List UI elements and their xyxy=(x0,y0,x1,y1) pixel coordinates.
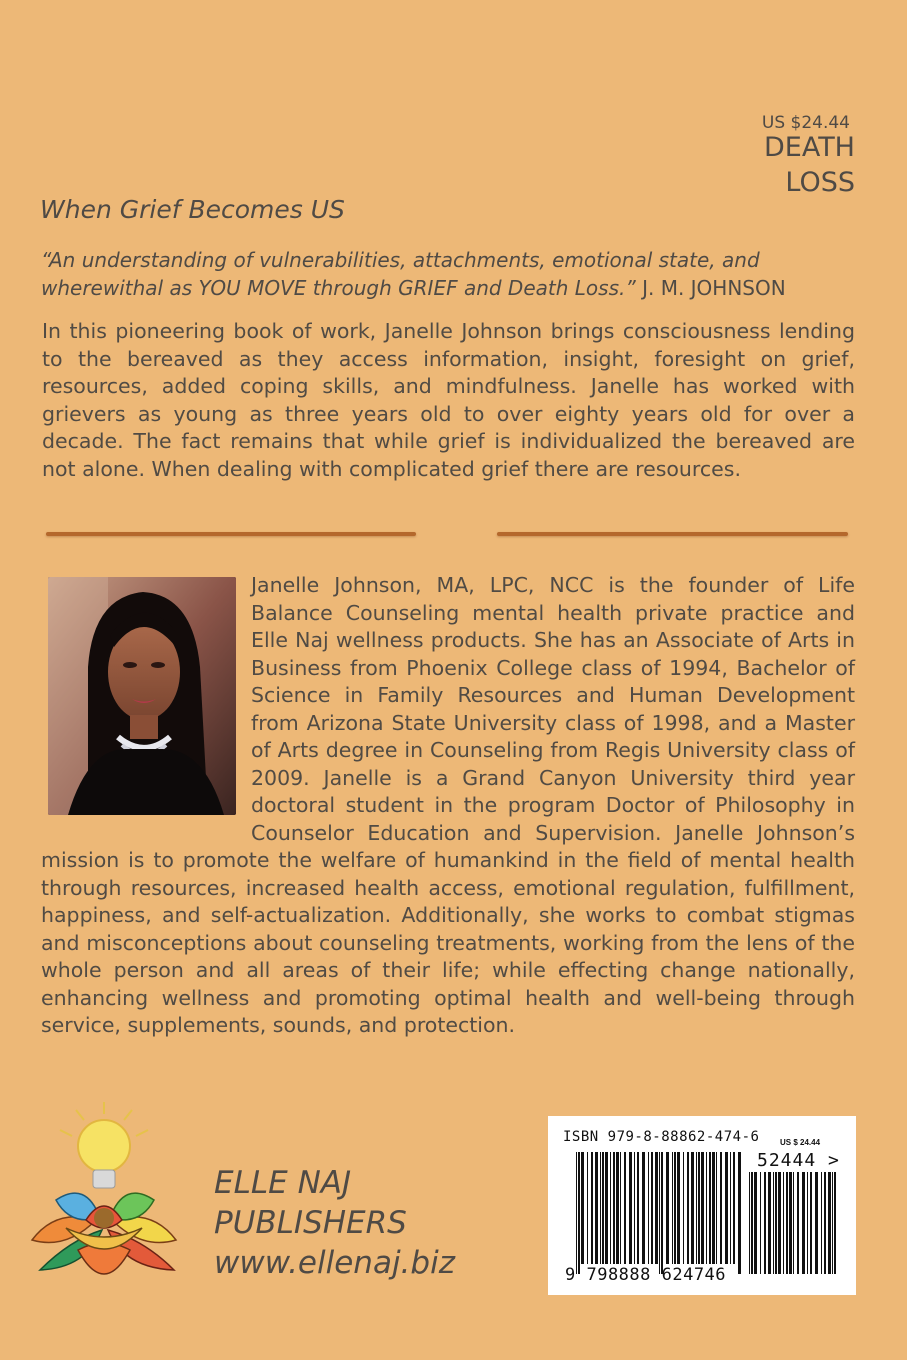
barcode-bar xyxy=(659,1152,660,1274)
ean-barcode xyxy=(576,1152,744,1274)
barcode-bar xyxy=(775,1172,777,1274)
barcode-bar xyxy=(712,1152,715,1264)
barcode-bar xyxy=(616,1152,619,1264)
barcode-bar xyxy=(674,1152,676,1264)
barcode-bar xyxy=(834,1172,836,1274)
category-label xyxy=(764,130,855,200)
barcode-bar xyxy=(720,1152,722,1264)
barcode-bar xyxy=(832,1172,833,1274)
barcode-bar xyxy=(691,1152,694,1264)
barcode-bar xyxy=(581,1152,584,1264)
divider-right xyxy=(497,532,848,536)
author-photo xyxy=(48,577,236,815)
barcode-bar xyxy=(610,1152,611,1264)
publisher-url: www.ellenaj.biz xyxy=(214,1245,455,1281)
ean-number: 9 798888 624746 xyxy=(565,1265,727,1285)
price-label: US $24.44 xyxy=(761,113,850,133)
barcode-bar xyxy=(709,1152,711,1264)
category-line-1: DEATH xyxy=(763,132,855,163)
barcode-bar xyxy=(683,1152,684,1264)
publisher-block xyxy=(214,1163,455,1283)
barcode-bar xyxy=(661,1152,663,1274)
barcode-bar xyxy=(672,1152,673,1264)
barcode-bar xyxy=(821,1172,822,1274)
barcode-bar xyxy=(706,1152,707,1264)
lightbulb-lotus-logo xyxy=(26,1100,194,1300)
barcode-bar xyxy=(733,1152,735,1264)
barcode-bar xyxy=(624,1152,626,1264)
barcode-bar xyxy=(595,1152,598,1264)
barcode-bar xyxy=(793,1172,794,1274)
barcode-bar xyxy=(666,1152,669,1264)
barcode-bar xyxy=(701,1152,704,1264)
barcode-bar xyxy=(815,1172,818,1274)
publisher-name-line-2: PUBLISHERS xyxy=(214,1205,407,1241)
barcode-price: US $ 24.44 xyxy=(780,1138,821,1147)
barcode-bar xyxy=(637,1152,639,1264)
barcode-bar xyxy=(634,1152,635,1264)
barcode-bar xyxy=(620,1152,621,1264)
category-line-2: LOSS xyxy=(785,167,855,198)
barcode-bar xyxy=(807,1172,808,1274)
quote-text: “An understanding of vulnerabilities, attachments, emotional state, and wherewithal as YOU MOVE through GRIEF and Death Loss.” xyxy=(41,248,760,300)
barcode-bar xyxy=(591,1152,593,1264)
barcode-bar xyxy=(824,1172,826,1274)
barcode-bar xyxy=(768,1172,771,1274)
barcode-bar xyxy=(677,1152,680,1264)
barcode-bar xyxy=(687,1152,689,1264)
barcode-bar xyxy=(587,1152,588,1264)
barcode-bar xyxy=(648,1152,649,1264)
barcode-bar xyxy=(651,1152,653,1264)
barcode-bar xyxy=(764,1172,766,1274)
barcode-bar xyxy=(698,1152,700,1264)
barcode-bar xyxy=(738,1152,741,1274)
publisher-name-line-1: ELLE NAJ xyxy=(214,1165,352,1201)
barcode-bar xyxy=(642,1152,645,1264)
barcode-bar xyxy=(578,1152,580,1274)
book-tagline: When Grief Becomes US xyxy=(40,195,345,224)
barcode-bar xyxy=(751,1172,753,1274)
barcode-bar xyxy=(716,1152,717,1264)
barcode-bar xyxy=(629,1152,632,1264)
barcode-bar xyxy=(730,1152,731,1264)
divider-left xyxy=(46,532,416,536)
barcode-bar xyxy=(802,1172,805,1274)
barcode-bar xyxy=(600,1152,601,1264)
barcode-bar xyxy=(602,1152,604,1264)
barcode-bar xyxy=(613,1152,615,1264)
barcode-bar xyxy=(749,1172,750,1274)
barcode-bar xyxy=(576,1152,577,1274)
author-bio-section xyxy=(41,572,855,1040)
barcode-bar xyxy=(786,1172,788,1274)
barcode-bar xyxy=(783,1172,784,1274)
barcode-bar xyxy=(828,1172,831,1274)
pull-quote xyxy=(41,246,855,302)
barcode-bar xyxy=(797,1172,799,1274)
barcode-addon-number: 52444 > xyxy=(757,1150,840,1171)
isbn-number: ISBN 979-8-88862-474-6 xyxy=(563,1129,760,1145)
addon-barcode xyxy=(749,1172,841,1284)
book-blurb: In this pioneering book of work, Janelle Johnson brings consciousness lending to the bereaved as they access information, insight, foresight on grief, resources, added coping skills, and mindfulness. Janelle has worked with grievers as young as three years old to over eighty years old for over a decade. The fact remains that while grief is individualized the bereaved are not alone. When dealing with complicated grief there are resources. xyxy=(42,319,855,481)
barcode-bar xyxy=(655,1152,658,1264)
barcode-bar xyxy=(754,1172,757,1274)
author-bio-text: Janelle Johnson, MA, LPC, NCC is the founder of Life Balance Counseling mental health private practice and Elle Naj wellness products. She has an Associate of Arts in Business from Phoenix College class of 1994, Bachelor of Science in Family Resources and Human Development from Arizona State University class of 1998, and a Master of Arts degree in Counseling from Regis University class of 2009. Janelle is a Grand Canyon University third year doctoral student in the program Doctor of Philosophy in Counselor Education and Supervision. Janelle Johnson’s mission is to promote the welfare of humankind in the field of mental health through resources, increased health access, emotional regulation, fulfillment, happiness, and self-actualization. Additionally, she works to combat stigmas and misconceptions about counseling treatments, working from the lens of the whole person and all areas of their life; while effecting change nationally, enhancing wellness and promoting optimal health and well-being through service, supplements, sounds, and protection. xyxy=(41,573,855,1037)
barcode-bar xyxy=(810,1172,812,1274)
barcode-bar xyxy=(725,1152,728,1264)
barcode-bar xyxy=(773,1172,774,1274)
barcode-bar xyxy=(605,1152,608,1264)
barcode-panel xyxy=(548,1116,856,1295)
barcode-bar xyxy=(789,1172,792,1274)
barcode-bar xyxy=(778,1172,781,1274)
barcode-bar xyxy=(760,1172,761,1274)
quote-author: J. M. JOHNSON xyxy=(635,276,786,300)
barcode-bar xyxy=(696,1152,697,1264)
